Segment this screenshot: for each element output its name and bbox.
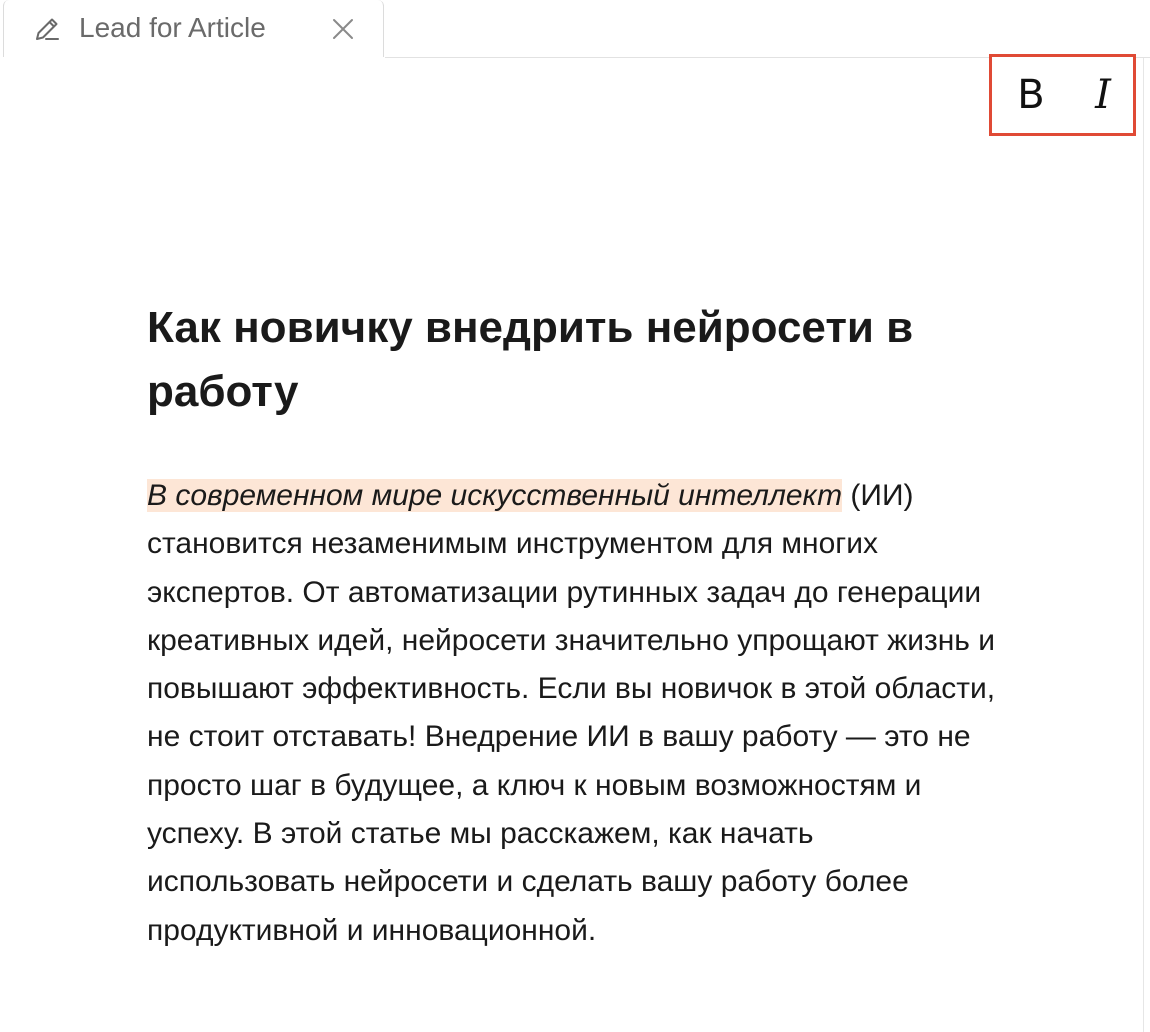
pencil-icon [32,14,62,44]
italic-button[interactable]: I [1095,72,1111,118]
bold-button[interactable]: B [1017,72,1045,118]
highlighted-italic-text[interactable]: В современном мире искусственный интеллект [147,479,843,512]
tab-lead-for-article[interactable] [3,0,384,57]
tab-title: Lead for Article [79,12,266,43]
tab-bar [0,0,1150,58]
editor-right-border [1143,58,1144,1032]
editor-content[interactable] [147,296,997,955]
lead-paragraph[interactable] [147,472,997,955]
document-heading[interactable]: Как новичку внедрить нейросети в работу [147,303,914,416]
close-icon[interactable] [329,15,357,43]
format-toolbar [989,54,1136,136]
lead-paragraph-text[interactable]: (ИИ) становится незаменимым инструментом для многих экспертов. От автоматизации рутинных задач до генерации креативных идей, нейросети значительно упрощают жизнь и повышают эффективность. Если вы новичок в этой области, не стоит отставать! Внедрение ИИ в вашу работу — это не просто шаг в будущее, а ключ к новым возможностям и успеху. В этой статье мы расскажем, как начать использовать нейросети и сделать вашу работу более продуктивной и инновационной. [147,479,996,947]
